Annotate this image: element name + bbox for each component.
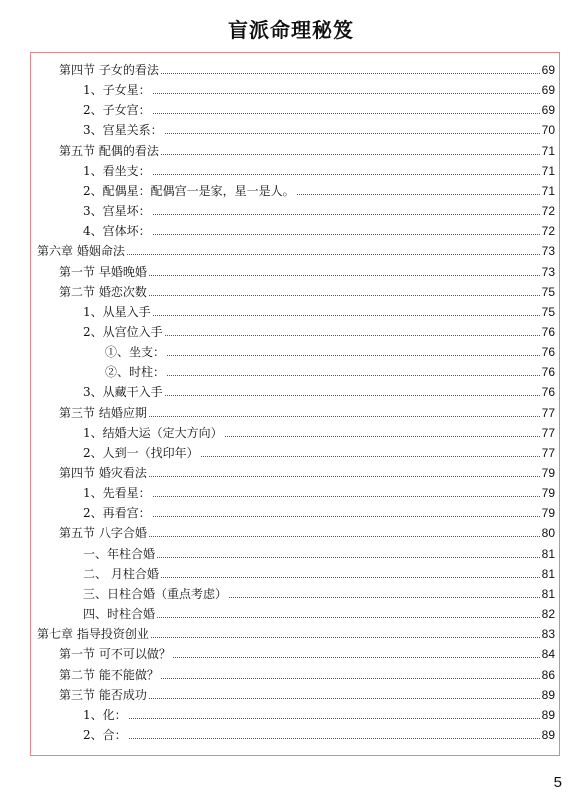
toc-entry-page: 77	[541, 445, 555, 460]
toc-entry[interactable]	[59, 460, 555, 480]
toc-entry-page: 69	[541, 63, 555, 77]
toc-entry[interactable]	[59, 520, 555, 540]
toc-entry[interactable]	[59, 259, 555, 279]
toc-entry[interactable]	[59, 138, 555, 158]
toc-entry-title: 3、宫星关系：	[83, 123, 163, 138]
toc-entry[interactable]	[59, 682, 555, 702]
toc-entry-title: 二、 月柱合婚	[83, 566, 159, 581]
toc-entry[interactable]	[83, 97, 555, 117]
toc-entry[interactable]	[83, 319, 555, 339]
toc-entry[interactable]	[83, 722, 555, 742]
dot-leader	[165, 133, 540, 134]
dot-leader	[153, 496, 540, 497]
dot-leader	[129, 738, 540, 739]
toc-entry-page: 81	[541, 566, 555, 581]
toc-entry[interactable]	[83, 77, 555, 97]
toc-entry-title: 1、化：	[83, 707, 127, 722]
toc-entry[interactable]	[83, 480, 555, 500]
toc-entry-title: 1、从星入手	[83, 304, 151, 319]
dot-leader	[229, 597, 540, 598]
toc-entry-title: 2、合：	[83, 727, 127, 742]
dot-leader	[167, 375, 540, 376]
toc-entry-page: 89	[541, 727, 555, 742]
toc-entry[interactable]	[83, 601, 555, 621]
dot-leader	[149, 536, 540, 537]
dot-leader	[167, 355, 540, 356]
toc-entry-title: ①、坐支：	[105, 345, 166, 360]
toc-entry-title: 第五节 配偶的看法	[59, 143, 159, 158]
toc-entry-page: 77	[541, 405, 555, 420]
toc-entry-page: 76	[541, 345, 555, 360]
dot-leader	[201, 456, 540, 457]
toc-entry-title: 第六章 婚姻命法	[37, 244, 125, 259]
toc-entry-title: 1、先看星：	[83, 486, 151, 501]
toc-entry-title: 四、时柱合婚	[83, 607, 156, 622]
toc-entry-title: 第二节 能不能做？	[59, 667, 159, 682]
dot-leader	[127, 254, 540, 255]
toc-entry-page: 79	[541, 466, 555, 480]
dot-leader	[149, 416, 540, 417]
toc-entry-page: 81	[541, 586, 555, 601]
toc-entry-page: 89	[541, 707, 555, 722]
dot-leader	[149, 476, 540, 477]
table-of-contents	[30, 52, 560, 756]
toc-entry-page: 81	[541, 546, 555, 561]
toc-entry-title: 2、子女宫：	[83, 103, 151, 118]
toc-entry-page: 72	[541, 224, 555, 239]
toc-entry-page: 80	[541, 526, 555, 541]
dot-leader	[149, 295, 540, 296]
dot-leader	[297, 194, 540, 195]
toc-entry[interactable]	[37, 238, 555, 258]
toc-entry-page: 82	[541, 607, 555, 622]
page-number: 5	[553, 774, 562, 791]
toc-entry-page: 84	[541, 647, 555, 662]
toc-entry[interactable]	[59, 57, 555, 77]
toc-entry-page: 75	[541, 284, 555, 299]
toc-entry-title: 2、人到一（找印年）	[83, 445, 199, 460]
toc-entry-page: 83	[541, 627, 555, 642]
toc-entry-title: ②、时柱：	[105, 365, 166, 380]
toc-entry-title: 第四节 子女的看法	[59, 63, 159, 77]
toc-entry-title: 2、配偶星：配偶宫一是家，星一是人。	[83, 183, 295, 198]
toc-entry-title: 1、子女星：	[83, 83, 151, 98]
toc-entry-page: 86	[541, 667, 555, 682]
toc-entry-title: 1、结婚大运（定大方向）	[83, 425, 223, 440]
toc-entry-title: 三、日柱合婚（重点考虑）	[83, 586, 228, 601]
toc-entry-title: 第七章 指导投资创业	[37, 627, 149, 642]
toc-entry[interactable]	[83, 379, 555, 399]
toc-entry-title: 3、从藏干入手	[83, 385, 163, 400]
dot-leader	[161, 678, 540, 679]
toc-entry[interactable]	[105, 339, 555, 359]
toc-entry-title: 一、年柱合婚	[83, 546, 156, 561]
toc-entry-title: 第二节 婚恋次数	[59, 284, 147, 299]
toc-entry[interactable]	[83, 158, 555, 178]
toc-entry-page: 79	[541, 506, 555, 521]
toc-entry[interactable]	[83, 541, 555, 561]
dot-leader	[225, 436, 540, 437]
toc-entry-title: 第三节 能否成功	[59, 687, 147, 702]
toc-entry-title: 1、看坐支：	[83, 163, 151, 178]
toc-entry-title: 2、从宫位入手	[83, 324, 163, 339]
toc-entry-title: 4、宫体坏：	[83, 224, 151, 239]
toc-entry[interactable]	[83, 117, 555, 137]
toc-entry-page: 77	[541, 425, 555, 440]
toc-entry-page: 71	[541, 163, 555, 178]
toc-entry-title: 第四节 婚灾看法	[59, 466, 147, 480]
toc-entry-page: 76	[541, 324, 555, 339]
toc-entry-page: 72	[541, 204, 555, 219]
dot-leader	[161, 154, 540, 155]
toc-entry[interactable]	[83, 500, 555, 520]
dot-leader	[157, 617, 540, 618]
dot-leader	[165, 335, 540, 336]
dot-leader	[151, 637, 540, 638]
toc-entry[interactable]	[59, 400, 555, 420]
toc-entry-page: 69	[541, 103, 555, 118]
toc-entry-page: 75	[541, 304, 555, 319]
toc-entry-page: 73	[541, 264, 555, 279]
toc-entry[interactable]	[83, 299, 555, 319]
toc-entry-page: 69	[541, 83, 555, 98]
dot-leader	[149, 698, 540, 699]
toc-entry-title: 第五节 八字合婚	[59, 526, 147, 541]
dot-leader	[153, 113, 540, 114]
toc-entry-page: 70	[541, 123, 555, 138]
dot-leader	[161, 73, 540, 74]
dot-leader	[153, 214, 540, 215]
toc-entry[interactable]	[83, 198, 555, 218]
toc-entry-page: 89	[541, 687, 555, 702]
toc-entry-title: 3、宫星坏：	[83, 204, 151, 219]
toc-entry-title: 第三节 结婚应期	[59, 405, 147, 420]
toc-entry-page: 71	[541, 143, 555, 158]
toc-entry[interactable]	[59, 662, 555, 682]
toc-entry[interactable]	[83, 561, 555, 581]
toc-entry-page: 73	[541, 244, 555, 259]
toc-entry-page: 76	[541, 385, 555, 400]
toc-entry[interactable]	[83, 420, 555, 440]
dot-leader	[149, 275, 540, 276]
page-title: 盲派命理秘笈	[228, 18, 354, 42]
toc-entry-page: 76	[541, 365, 555, 380]
toc-entry[interactable]	[83, 702, 555, 722]
dot-leader	[157, 557, 540, 558]
toc-entry[interactable]	[83, 218, 555, 238]
dot-leader	[161, 577, 540, 578]
dot-leader	[165, 395, 540, 396]
dot-leader	[173, 657, 540, 658]
toc-entry[interactable]	[83, 178, 555, 198]
toc-entry[interactable]	[83, 581, 555, 601]
toc-entry-title: 第一节 早婚晚婚	[59, 264, 147, 279]
dot-leader	[129, 718, 540, 719]
dot-leader	[153, 93, 540, 94]
toc-entry[interactable]	[37, 621, 555, 641]
toc-entry[interactable]	[59, 641, 555, 661]
toc-entry-page: 79	[541, 486, 555, 501]
dot-leader	[153, 516, 540, 517]
dot-leader	[153, 234, 540, 235]
toc-entry-title: 2、再看宫：	[83, 506, 151, 521]
toc-entry-page: 71	[541, 183, 555, 198]
toc-entry[interactable]	[59, 279, 555, 299]
toc-entry[interactable]	[105, 359, 555, 379]
dot-leader	[153, 315, 540, 316]
dot-leader	[153, 174, 540, 175]
toc-entry-title: 第一节 可不可以做？	[59, 647, 171, 662]
toc-entry[interactable]	[83, 440, 555, 460]
